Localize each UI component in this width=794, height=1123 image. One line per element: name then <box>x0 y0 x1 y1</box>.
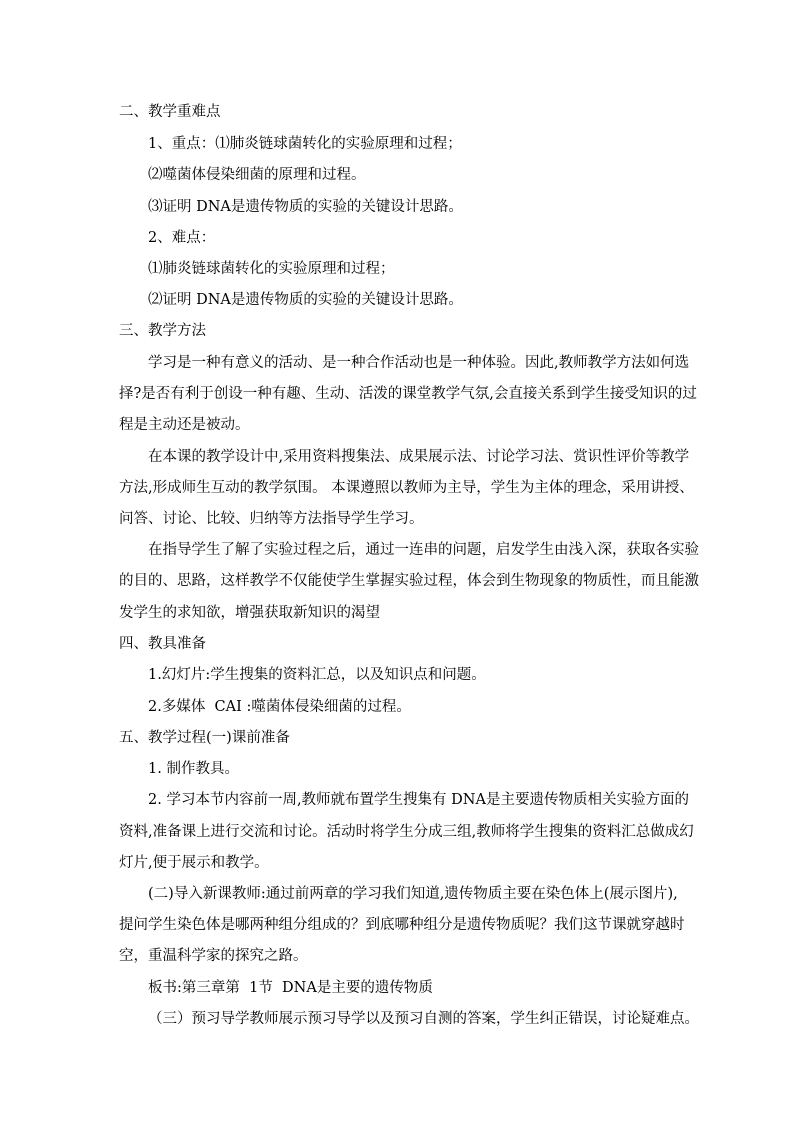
paragraph-line: 灯片,便于展示和教学。 <box>119 855 269 871</box>
paragraph-line: 在本课的教学设计中,采用资料搜集法、成果展示法、讨论学习法、赏识性评价等教学 <box>148 449 690 465</box>
list-item: 1. 制作教具。 <box>148 761 239 777</box>
key-point-item: ⑶证明 DNA是遗传物质的实验的关键设计思路。 <box>148 199 463 215</box>
paragraph-line: (二)导入新课教师:通过前两章的学习我们知道,遗传物质主要在染色体上(展示图片), <box>148 886 678 902</box>
difficult-point-item: ⑵证明 DNA是遗传物质的实验的关键设计思路。 <box>148 292 463 308</box>
blackboard-writing-line: 板书:第三章第 1节 DNA是主要的遗传物质 <box>148 980 433 996</box>
paragraph-line: 在指导学生了解了实验过程之后，通过一连串的问题，启发学生由浅入深，获取各实验 <box>148 542 699 558</box>
paragraph-line: 程是主动还是被动。 <box>119 417 250 433</box>
paragraph-line: 2. 学习本节内容前一周,教师就布置学生搜集有 DNA是主要遗传物质相关实验方面的 <box>148 792 689 808</box>
difficult-points-label: 2、难点： <box>148 230 216 246</box>
list-item: 2.多媒体 CAI :噬菌体侵染细菌的过程。 <box>148 699 411 715</box>
list-item: 1.幻灯片:学生搜集的资料汇总，以及知识点和问题。 <box>148 667 486 683</box>
paragraph-line: 的目的、思路，这样教学不仅能使学生掌握实验过程，体会到生物现象的物质性，而且能激 <box>119 573 699 589</box>
key-points-label: 1、重点：⑴肺炎链球菌转化的实验原理和过程； <box>148 136 462 152</box>
paragraph-line: 择?是否有利于创设一种有趣、生动、活泼的课堂教学气氛,会直接关系到学生接受知识的过 <box>119 386 697 402</box>
paragraph-line: 空，重温科学家的探究之路。 <box>119 948 308 964</box>
section-heading-teaching-process: 五、教学过程(一)课前准备 <box>119 730 290 746</box>
paragraph-line: 提问学生染色体是哪两种组分组成的？到底哪种组分是遗传物质呢？我们这节课就穿越时 <box>119 917 685 933</box>
paragraph-line: 资料,准备课上进行交流和讨论。活动时将学生分成三组,教师将学生搜集的资料汇总做成幻 <box>119 824 694 840</box>
section-heading-teaching-methods: 三、教学方法 <box>119 323 206 339</box>
section-heading-teaching-aids: 四、教具准备 <box>119 636 206 652</box>
paragraph-line: 方法,形成师生互动的教学氛围。 本课遵照以教师为主导，学生为主体的理念，采用讲授、 <box>119 480 694 496</box>
paragraph-line: 问答、讨论、比较、归纳等方法指导学生学习。 <box>119 511 424 527</box>
key-point-item: ⑵噬菌体侵染细菌的原理和过程。 <box>148 167 366 183</box>
paragraph-line: 学习是一种有意义的活动、是一种合作活动也是一种体验。因此,教师教学方法如何选 <box>148 355 690 371</box>
difficult-point-item: ⑴肺炎链球菌转化的实验原理和过程； <box>148 261 395 277</box>
paragraph-line: 发学生的求知欲，增强获取新知识的渴望 <box>119 605 380 621</box>
paragraph-line: （三）预习导学教师展示预习导学以及预习自测的答案，学生纠正错误，讨论疑难点。 <box>148 1011 699 1027</box>
section-heading-key-points: 二、教学重难点 <box>119 104 221 120</box>
